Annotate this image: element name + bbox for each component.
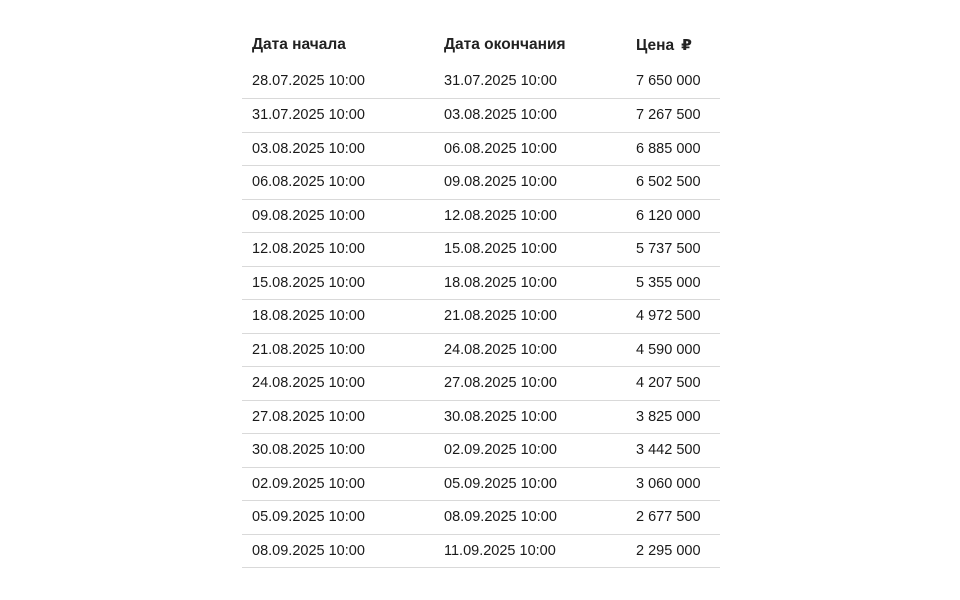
- cell-start-date: 03.08.2025 10:00: [252, 140, 365, 157]
- price-schedule-table: [242, 26, 720, 568]
- cell-end-date: 08.09.2025 10:00: [444, 509, 557, 526]
- table-row: [242, 64, 720, 99]
- table-row: [242, 334, 720, 368]
- cell-end-date: 18.08.2025 10:00: [444, 274, 557, 291]
- cell-end-date: 24.08.2025 10:00: [444, 341, 557, 358]
- table-row: [242, 300, 720, 334]
- cell-start-date: 02.09.2025 10:00: [252, 475, 365, 492]
- table-row: [242, 133, 720, 167]
- table-row: [242, 233, 720, 267]
- header-price: [626, 36, 720, 55]
- table-row: [242, 166, 720, 200]
- table-row: [242, 434, 720, 468]
- table-row: [242, 200, 720, 234]
- cell-end-date: 30.08.2025 10:00: [444, 408, 557, 425]
- table-row: [242, 99, 720, 133]
- cell-start-date: 08.09.2025 10:00: [252, 542, 365, 559]
- cell-price: 7 650 000: [636, 73, 701, 89]
- cell-price: 4 590 000: [636, 341, 701, 358]
- table-row: [242, 367, 720, 401]
- table-row: [242, 468, 720, 502]
- cell-end-date: 05.09.2025 10:00: [444, 475, 557, 492]
- cell-start-date: 12.08.2025 10:00: [252, 241, 365, 258]
- cell-start-date: 27.08.2025 10:00: [252, 408, 365, 425]
- cell-price: 6 502 500: [636, 174, 701, 191]
- cell-price: 6 885 000: [636, 140, 701, 157]
- cell-price: 6 120 000: [636, 207, 701, 224]
- cell-start-date: 05.09.2025 10:00: [252, 509, 365, 526]
- cell-price: 3 060 000: [636, 475, 701, 492]
- cell-start-date: 21.08.2025 10:00: [252, 341, 365, 358]
- table-row: [242, 267, 720, 301]
- cell-end-date: 27.08.2025 10:00: [444, 375, 557, 392]
- cell-start-date: 09.08.2025 10:00: [252, 207, 365, 224]
- cell-start-date: 06.08.2025 10:00: [252, 174, 365, 191]
- table-header: [242, 26, 720, 64]
- table-body: [242, 64, 720, 568]
- cell-price: 3 825 000: [636, 408, 701, 425]
- cell-start-date: 28.07.2025 10:00: [252, 73, 365, 89]
- cell-price: 4 207 500: [636, 375, 701, 392]
- cell-price: 2 295 000: [636, 542, 701, 559]
- cell-end-date: 12.08.2025 10:00: [444, 207, 557, 224]
- table-row: [242, 501, 720, 535]
- cell-price: 7 267 500: [636, 107, 701, 124]
- cell-start-date: 15.08.2025 10:00: [252, 274, 365, 291]
- cell-start-date: 31.07.2025 10:00: [252, 107, 365, 124]
- cell-end-date: 03.08.2025 10:00: [444, 107, 557, 124]
- cell-price: 5 355 000: [636, 274, 701, 291]
- cell-price: 3 442 500: [636, 442, 701, 459]
- header-start-date: Дата начала: [252, 36, 346, 53]
- cell-end-date: 15.08.2025 10:00: [444, 241, 557, 258]
- cell-end-date: 11.09.2025 10:00: [444, 542, 556, 559]
- header-price-label: Цена: [636, 36, 675, 54]
- cell-end-date: 09.08.2025 10:00: [444, 174, 557, 191]
- cell-start-date: 18.08.2025 10:00: [252, 308, 365, 325]
- cell-price: 5 737 500: [636, 241, 701, 258]
- cell-end-date: 02.09.2025 10:00: [444, 442, 557, 459]
- table-row: [242, 401, 720, 435]
- header-end-date: Дата окончания: [444, 36, 566, 53]
- cell-price: 4 972 500: [636, 308, 701, 325]
- cell-end-date: 21.08.2025 10:00: [444, 308, 557, 325]
- cell-end-date: 31.07.2025 10:00: [444, 73, 557, 89]
- cell-start-date: 24.08.2025 10:00: [252, 375, 365, 392]
- cell-end-date: 06.08.2025 10:00: [444, 140, 557, 157]
- cell-start-date: 30.08.2025 10:00: [252, 442, 365, 459]
- table-row: [242, 535, 720, 569]
- ruble-currency-icon: ₽: [681, 36, 692, 54]
- cell-price: 2 677 500: [636, 509, 701, 526]
